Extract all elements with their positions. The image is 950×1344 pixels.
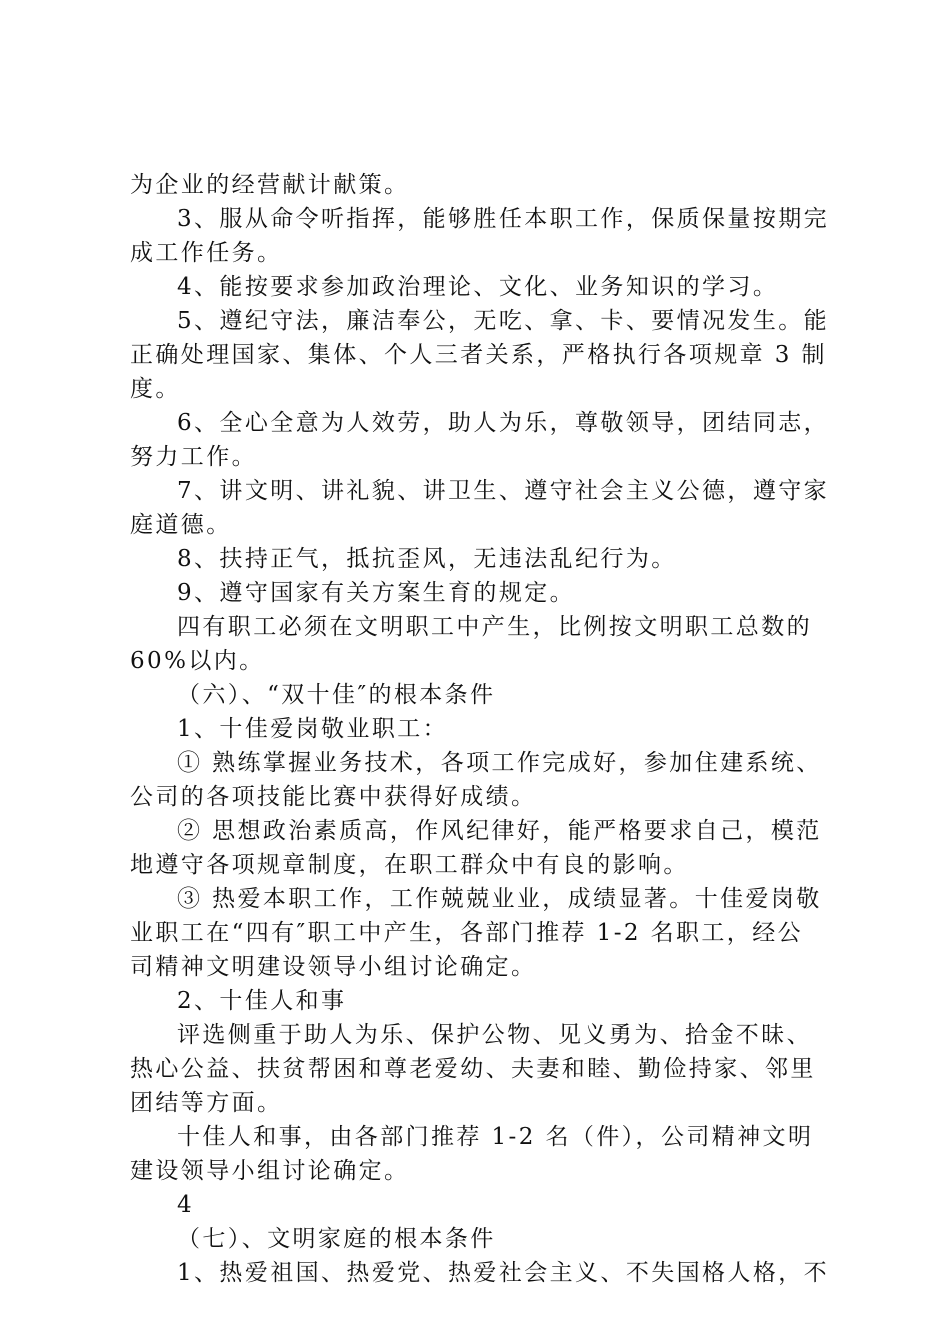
document-body (130, 168, 830, 1290)
paragraph-line: 60%以内。 (130, 648, 265, 674)
paragraph-line: 9、遵守国家有关方案生育的规定。 (177, 580, 576, 606)
paragraph-line: 成工作任务。 (130, 240, 283, 266)
page-number: 4 (177, 1192, 195, 1218)
paragraph-line: 8、扶持正气，抵抗歪风，无违法乱纪行为。 (177, 546, 677, 572)
subsection-heading: 2、十佳人和事 (177, 988, 347, 1014)
paragraph-line: 四有职工必须在文明职工中产生，比例按文明职工总数的 (177, 614, 812, 640)
paragraph-line: 司精神文明建设领导小组讨论确定。 (130, 954, 537, 980)
paragraph-line: 公司的各项技能比赛中获得好成绩。 (130, 784, 537, 810)
section-heading: （六）、“双十佳″的根本条件 (177, 682, 496, 708)
section-heading: （七）、文明家庭的根本条件 (177, 1226, 496, 1252)
paragraph-line: 庭道德。 (130, 512, 232, 538)
paragraph-line: 团结等方面。 (130, 1090, 283, 1116)
subsection-heading: 1、十佳爱岗敬业职工： (177, 716, 449, 742)
paragraph-line: 6、全心全意为人效劳，助人为乐，尊敬领导，团结同志， (177, 410, 830, 436)
paragraph-line: 1、热爱祖国、热爱党、热爱社会主义、不失国格人格，不 (177, 1260, 830, 1286)
paragraph-line: ③ 热爱本职工作，工作兢兢业业，成绩显著。十佳爱岗敬 (177, 886, 822, 912)
paragraph-line: 热心公益、扶贫帮困和尊老爱幼、夫妻和睦、勤俭持家、邻里 (130, 1056, 816, 1082)
paragraph-line: 十佳人和事，由各部门推荐 1-2 名（件），公司精神文明 (177, 1124, 814, 1150)
paragraph-line: 为企业的经营献计献策。 (130, 172, 410, 198)
paragraph-line: 7、讲文明、讲礼貌、讲卫生、遵守社会主义公德，遵守家 (177, 478, 830, 504)
paragraph-line: 3、服从命令听指挥，能够胜任本职工作，保质保量按期完 (177, 206, 830, 232)
paragraph-line: 地遵守各项规章制度，在职工群众中有良的影响。 (130, 852, 689, 878)
paragraph-line: 正确处理国家、集体、个人三者关系，严格执行各项规章 3 制 (130, 342, 827, 368)
paragraph-line: ② 思想政治素质高，作风纪律好，能严格要求自己，模范 (177, 818, 822, 844)
paragraph-line: 评选侧重于助人为乐、保护公物、见义勇为、拾金不昧、 (177, 1022, 812, 1048)
paragraph-line: 度。 (130, 376, 181, 402)
paragraph-line: ① 熟练掌握业务技术，各项工作完成好，参加住建系统、 (177, 750, 822, 776)
paragraph-line: 业职工在“四有″职工中产生，各部门推荐 1-2 名职工，经公 (130, 920, 804, 946)
paragraph-line: 4、能按要求参加政治理论、文化、业务知识的学习。 (177, 274, 779, 300)
paragraph-line: 5、遵纪守法，廉洁奉公，无吃、拿、卡、要情况发生。能 (177, 308, 830, 334)
paragraph-line: 努力工作。 (130, 444, 257, 470)
paragraph-line: 建设领导小组讨论确定。 (130, 1158, 410, 1184)
